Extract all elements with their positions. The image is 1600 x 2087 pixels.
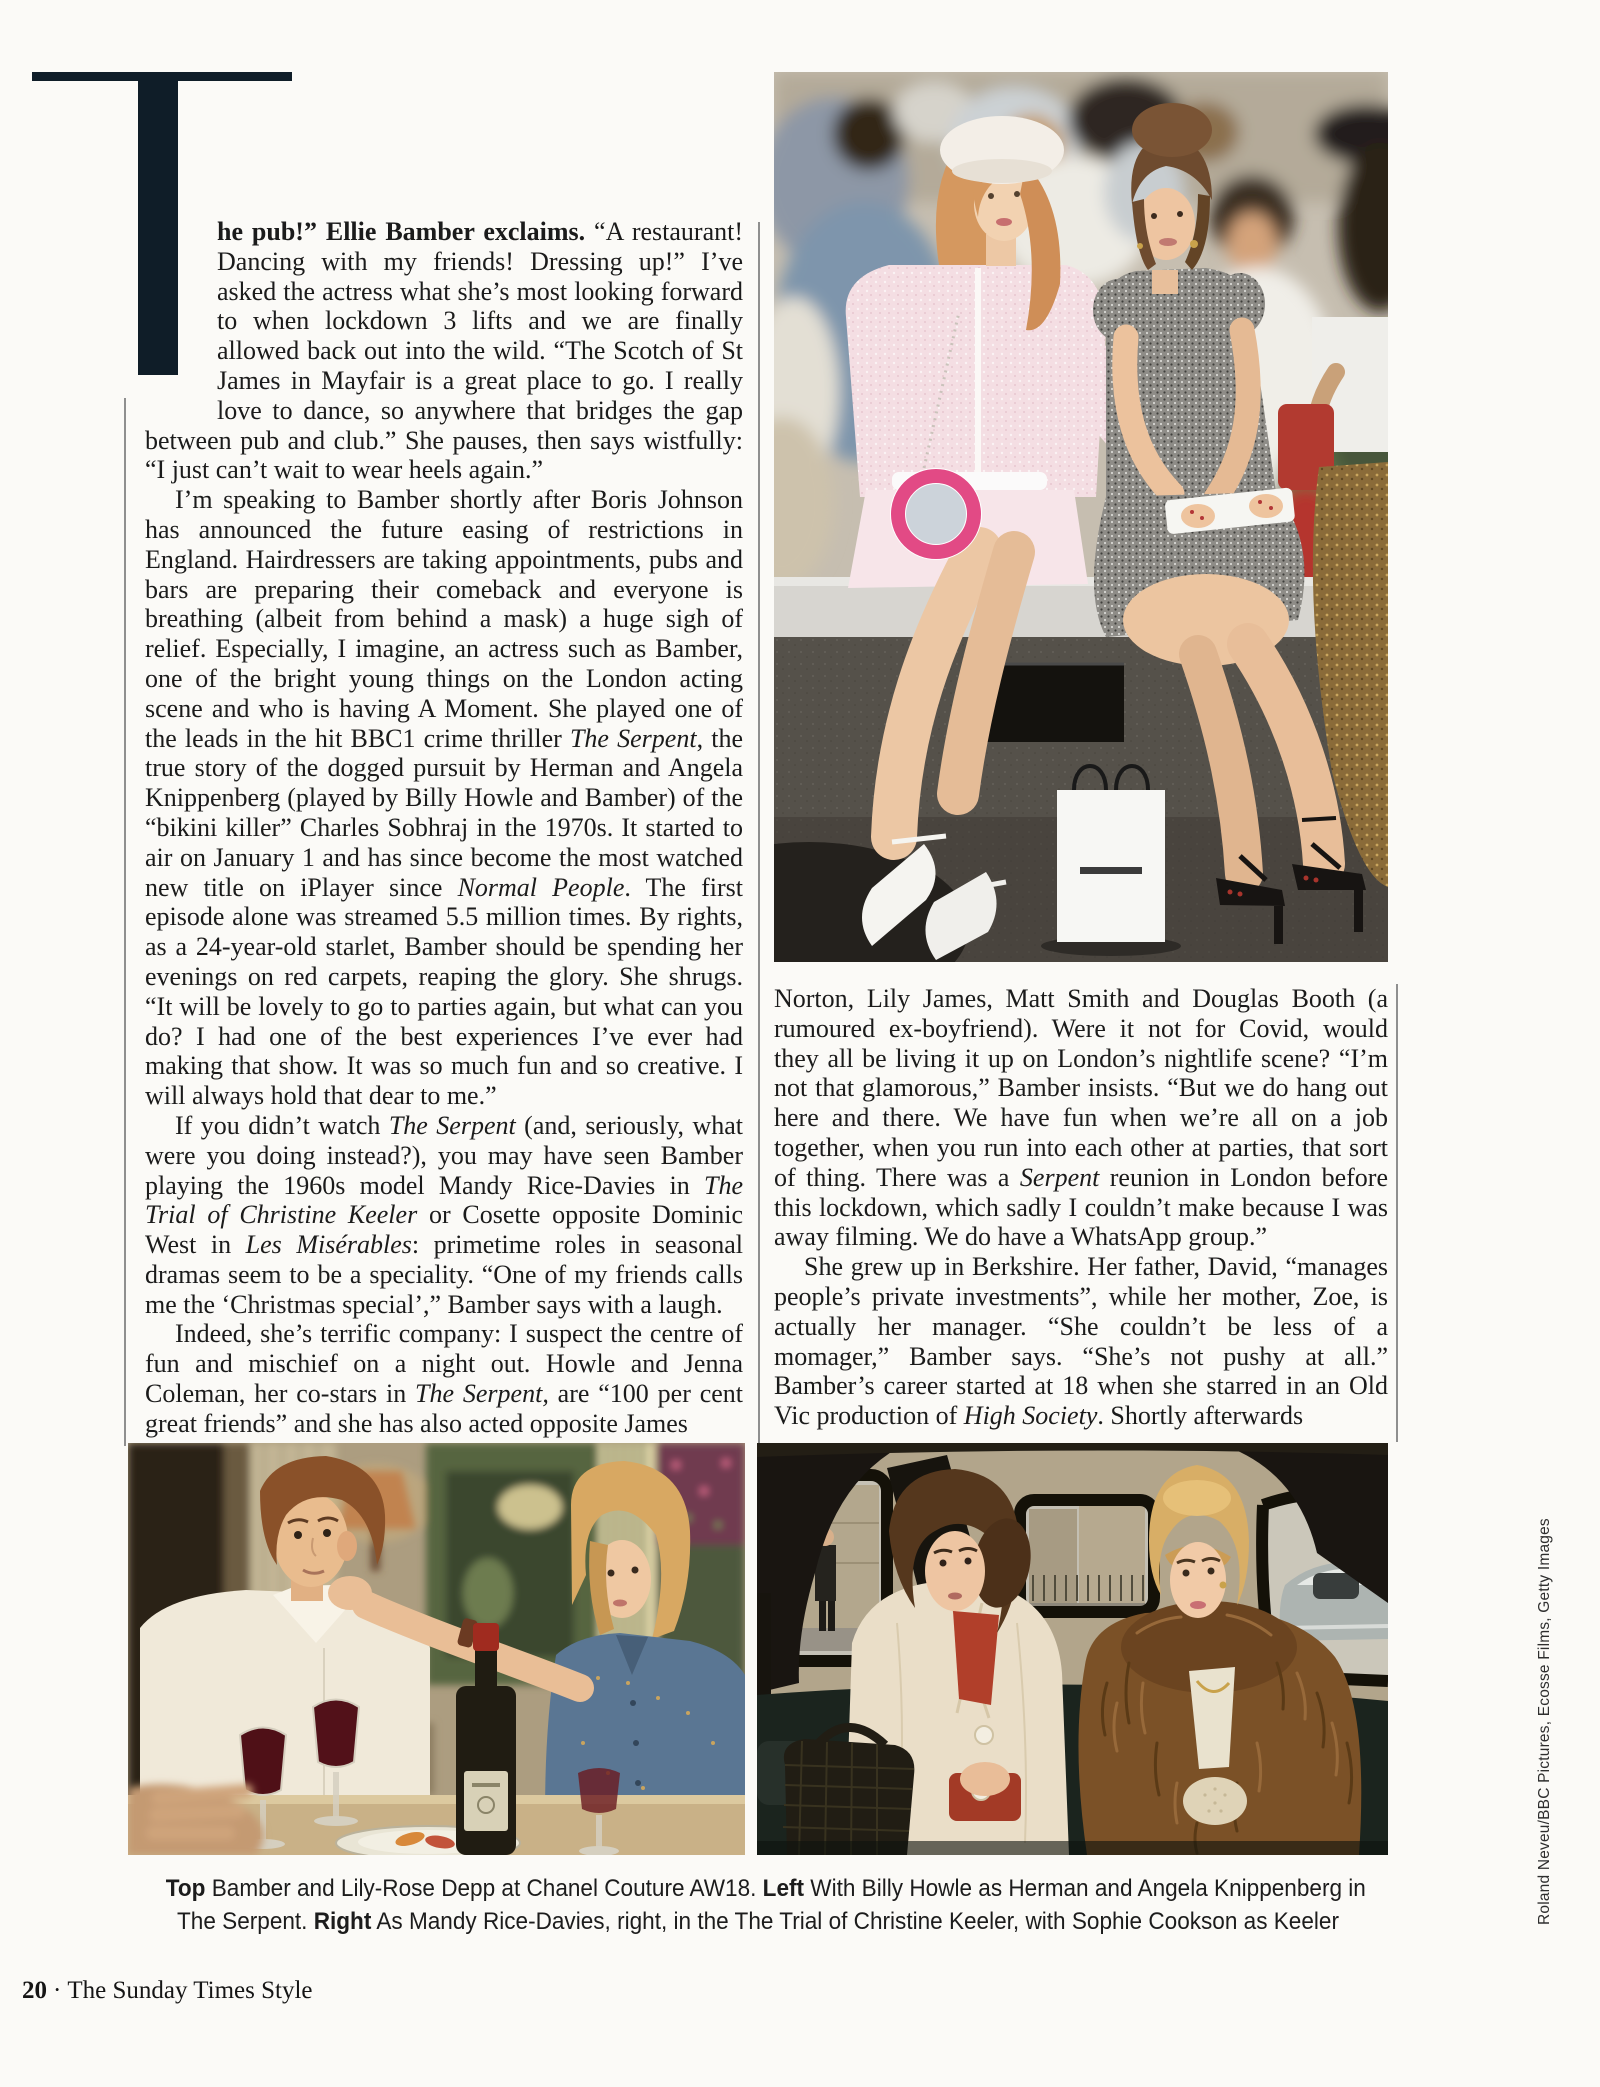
- publication-title: The Sunday Times Style: [67, 1977, 313, 2004]
- paragraph: If you didn’t watch The Serpent (and, seriously, what were you doing instead?), you may have seen Bamber playing the 1960s model Mandy Rice-Davies in The Trial of Christine Keeler or Cosette opposite Dominic West in Les Misérables: primetime roles in seasonal dramas seem to be a speciality. “One of my friends calls me the ‘Christmas special’,” Bamber says with a laugh.: [145, 1110, 743, 1319]
- lead-paragraph-text: he pub!” Ellie Bamber exclaims. “A restaurant! Dancing with my friends! Dressing up!” I’ve asked the actress what she’s most looking forward to when lockdown 3 lifts and we are finally allowed back out into the wild. “The Scotch of St James in Mayfair is a great place to go. I really love to dance, so anywhere that bridges the gap between pub and club.” She pauses, then says wistfully: “I just can’t wait to wear heels again.”: [145, 217, 743, 485]
- column-rule-middle: [758, 222, 760, 1446]
- main-photo-chanel-front-row: [774, 72, 1388, 962]
- caption-line: The Serpent. Right As Mandy Rice-Davies, right, in the The Trial of Christine Keeler, with Sophie Cookson as Keeler: [177, 1908, 1339, 1935]
- wine-glass: [313, 1700, 359, 1768]
- chanel-shopping-bag: [1041, 766, 1181, 956]
- lead-paragraph: [145, 217, 743, 485]
- column-rule-left: [124, 398, 126, 1446]
- paragraph: Norton, Lily James, Matt Smith and Douglas Booth (a rumoured ex-boyfriend). Were it not for Covid, would they all be living it up on London’s nightlife scene? “I’m not that glamorous,” Bamber insists. “But we do hang out here and there. We have fun when we’re all on a job together, when you run into each other at parties, that sort of thing. There was a Serpent reunion in London before this lockdown, which sadly I couldn’t make because I was away filming. We do have a WhatsApp group.”: [774, 984, 1388, 1252]
- page-number: 20: [22, 1977, 47, 2004]
- caption-line: Top Bamber and Lily-Rose Depp at Chanel Couture AW18. Left With Billy Howle as Herman and Angela Knippenberg in: [165, 1875, 1366, 1902]
- left-column: [145, 217, 743, 1449]
- christine-keeler-still-photo: [757, 1443, 1388, 1855]
- red-dress: [953, 1611, 999, 1705]
- photo-caption: [165, 1872, 1366, 1938]
- paragraph: I’m speaking to Bamber shortly after Boris Johnson has announced the future easing of restrictions in England. Hairdressers are taking appointments, pubs and bars are preparing their comeback and everyone is breathing (albeit from behind a mask) a huge sigh of relief. Especially, I imagine, an actress such as Bamber, one of the bright young things on the London acting scene and who is having A Moment. She played one of the leads in the hit BBC1 crime thriller The Serpent, the true story of the dogged pursuit by Herman and Angela Knippenberg (played by Billy Howle and Bamber) of the “bikini killer” Charles Sobhraj in the 1970s. It started to air on January 1 and has since become the most watched new title on iPlayer since Normal People. The first episode alone was streamed 5.5 million times. By rights, as a 24-year-old starlet, Bamber should be spending her evenings on red carpets, reaping the glory. She shrugs. “It will be lovely to go to parties again, but what can you do? I had one of the best experiences I’ve ever had making that show. It was so much fun and so creative. I will always hold that dear to me.”: [145, 485, 743, 1111]
- serpent-still-photo: [128, 1443, 745, 1855]
- foreground-hand: [128, 1784, 263, 1855]
- lace-gloves: [1183, 1777, 1247, 1825]
- page-footer: [22, 1976, 313, 2006]
- paragraph: Indeed, she’s terrific company: I suspect the centre of fun and mischief on a night out. Howle and Jenna Coleman, her co-stars in The Serpent, are “100 per cent great friends” and she has also acted opposite James: [145, 1319, 743, 1438]
- photo-credit: Roland Neveu/BBC Pictures, Ecosse Films, Getty Images: [1536, 1518, 1553, 1925]
- footer-separator: ·: [53, 1977, 62, 2004]
- paragraph: She grew up in Berkshire. Her father, David, “manages people’s private investments”, while her mother, Zoe, is actually her manager. “She couldn’t be less of a momager,” Bamber says. “She’s not pushy at all.” Bamber’s career started at 18 when she starred in an Old Vic production of High Society. Shortly afterwards: [774, 1252, 1388, 1431]
- right-column: [774, 984, 1388, 1442]
- crocodile-handbag: [784, 1739, 914, 1855]
- column-rule-right: [1396, 984, 1398, 1442]
- rear-car-window: [1020, 1500, 1154, 1612]
- drop-cap-spacer: [145, 217, 217, 396]
